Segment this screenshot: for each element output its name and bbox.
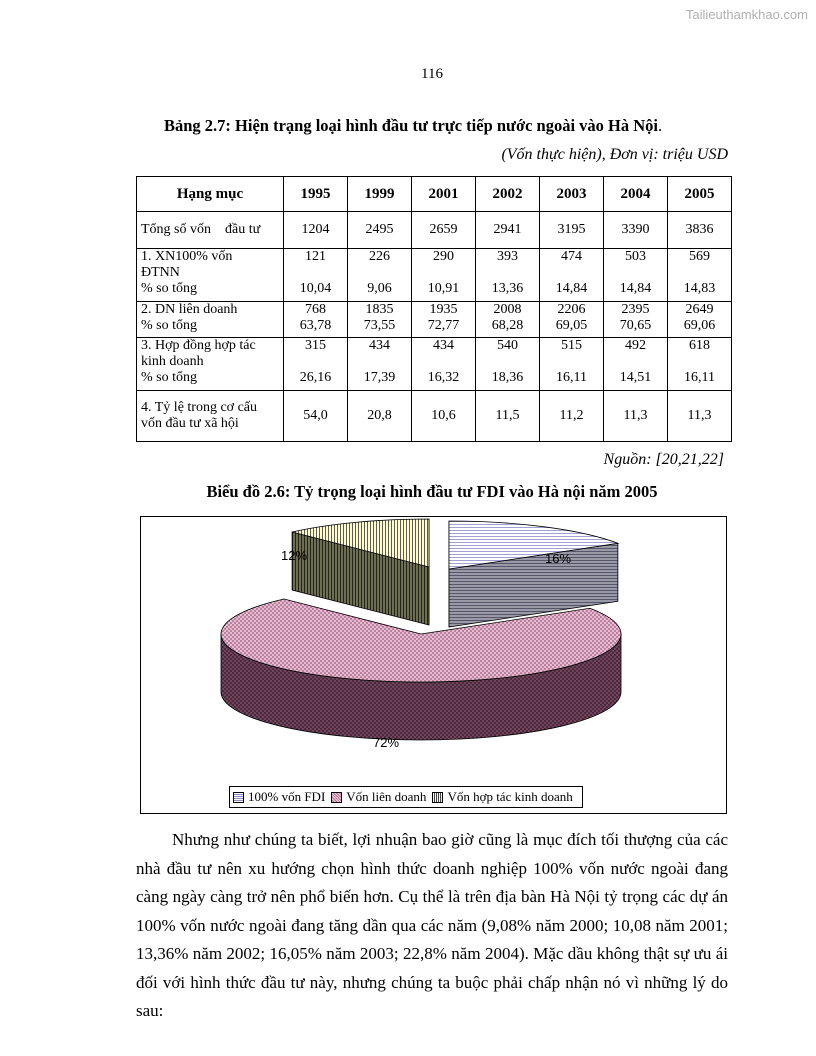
cell-value: 2649	[685, 302, 714, 317]
table-source: Nguồn: [20,21,22]	[603, 451, 724, 468]
cell-value: 2206	[557, 302, 586, 317]
cell: 11,3	[604, 391, 668, 442]
pie-chart	[141, 517, 726, 813]
header-cell: 2004	[604, 177, 668, 212]
cell	[348, 302, 412, 338]
cell-percent: 72,77	[427, 318, 460, 333]
table-subtitle: (Vốn thực hiện), Đơn vị: triệu USD	[501, 146, 728, 163]
cell	[604, 249, 668, 302]
cell	[348, 249, 412, 302]
pie-data-label: 16%	[545, 551, 572, 566]
cell-value: 434	[433, 338, 454, 353]
pie-chart-frame	[140, 516, 727, 814]
cell-value: 569	[689, 249, 710, 264]
cell-value: 2008	[493, 302, 522, 317]
row-label	[137, 302, 284, 338]
cell-percent: 16,11	[684, 370, 715, 385]
legend-swatch	[432, 792, 443, 803]
cell	[604, 302, 668, 338]
cell	[412, 249, 476, 302]
cell-value: 1935	[429, 302, 458, 317]
cell: 3836	[668, 212, 732, 249]
header-cell: 1995	[284, 177, 348, 212]
table-header-row	[137, 177, 732, 212]
legend-label: Vốn hợp tác kinh doanh	[447, 789, 573, 804]
cell-percent: 14,51	[619, 370, 652, 385]
row-label-line: % so tổng	[141, 281, 197, 296]
cell	[540, 302, 604, 338]
cell-value: 290	[433, 249, 454, 264]
header-cell: 2002	[476, 177, 540, 212]
page-number: 116	[421, 66, 443, 82]
watermark: Tailieuthamkhao.com	[685, 7, 808, 22]
cell-percent: 69,06	[683, 318, 716, 333]
cell	[476, 302, 540, 338]
cell	[668, 302, 732, 338]
cell-value: 515	[561, 338, 582, 353]
cell-percent: 70,65	[619, 318, 652, 333]
cell-percent: 63,78	[299, 318, 332, 333]
cell: 11,3	[668, 391, 732, 442]
pie-data-label: 12%	[281, 548, 308, 563]
cell-percent: 73,55	[363, 318, 396, 333]
cell-percent: 16,11	[556, 370, 587, 385]
row-label-line: 1. XN100% vốn	[141, 249, 233, 264]
cell-value: 503	[625, 249, 646, 264]
legend-swatch	[233, 792, 244, 803]
cell: 20,8	[348, 391, 412, 442]
legend-label: Vốn liên doanh	[346, 789, 427, 804]
cell: 1204	[284, 212, 348, 249]
cell-percent: 10,91	[427, 281, 460, 296]
header-cell: 2001	[412, 177, 476, 212]
cell-percent: 9,06	[367, 281, 392, 296]
chart-title: Biểu đồ 2.6: Tỷ trọng loại hình đầu tư FDI vào Hà nội năm 2005	[206, 482, 658, 501]
cell-percent: 16,32	[427, 370, 460, 385]
cell-value: 492	[625, 338, 646, 353]
chart-legend	[229, 786, 583, 808]
cell-value: 393	[497, 249, 518, 264]
body-paragraph: Nhưng như chúng ta biết, lợi nhuận bao giờ cũng là mục đích tối thượng của các nhà đầu tư nên xu hướng chọn hình thức doanh nghiệp 100% vốn nước ngoài đang càng ngày càng trở nên phổ biến hơn. Cụ thể là trên địa bàn Hà Nội tỷ trọng các dự án 100% vốn nước ngoài đang tăng dần qua các năm (9,08% năm 2000; 10,08 năm 2001; 13,36% năm 2002; 16,05% năm 2003; 22,8% năm 2004). Mặc dầu không thật sự ưu ái đối với hình thức đầu tư này, nhưng chúng ta buộc phải chấp nhận nó vì những lý do sau:	[136, 830, 728, 1020]
row-label	[137, 249, 284, 302]
legend-label: 100% vốn FDI	[248, 789, 326, 804]
table-title	[164, 116, 662, 136]
cell-value: 768	[305, 302, 326, 317]
cell-value: 618	[689, 338, 710, 353]
cell	[412, 302, 476, 338]
table-row	[137, 338, 732, 391]
cell-percent: 10,04	[299, 281, 332, 296]
legend-item	[233, 789, 325, 805]
cell-value: 121	[305, 249, 326, 264]
header-cell: Hạng mục	[137, 177, 284, 212]
cell: 11,5	[476, 391, 540, 442]
table-title-period: .	[658, 116, 663, 135]
cell: 3390	[604, 212, 668, 249]
row-label-line: vốn đầu tư xã hội	[141, 416, 239, 431]
cell	[668, 338, 732, 391]
table-row	[137, 212, 732, 249]
cell-percent: 14,83	[683, 281, 716, 296]
table-row	[137, 391, 732, 442]
cell: 11,2	[540, 391, 604, 442]
cell: 10,6	[412, 391, 476, 442]
cell: 2659	[412, 212, 476, 249]
cell	[284, 338, 348, 391]
cell	[348, 338, 412, 391]
cell-percent: 68,28	[491, 318, 524, 333]
row-label: Tổng số vốn đầu tư	[137, 212, 284, 249]
cell-value: 1835	[365, 302, 394, 317]
header-cell: 2003	[540, 177, 604, 212]
row-label-line: 3. Hợp đồng hợp tác	[141, 338, 256, 353]
row-label	[137, 338, 284, 391]
cell	[284, 302, 348, 338]
legend-item	[331, 789, 426, 805]
cell: 2941	[476, 212, 540, 249]
table-row	[137, 302, 732, 338]
table-row	[137, 249, 732, 302]
cell-percent: 14,84	[555, 281, 588, 296]
legend-item	[432, 789, 572, 805]
row-label	[137, 391, 284, 442]
cell	[412, 338, 476, 391]
cell-value: 540	[497, 338, 518, 353]
row-label-line: % so tổng	[141, 370, 197, 385]
cell-value: 315	[305, 338, 326, 353]
row-label-line: % so tổng	[141, 318, 197, 333]
legend-swatch	[331, 792, 342, 803]
cell: 3195	[540, 212, 604, 249]
cell: 54,0	[284, 391, 348, 442]
cell-value: 226	[369, 249, 390, 264]
cell: 2495	[348, 212, 412, 249]
row-label-line: 4. Tỷ lệ trong cơ cấu	[141, 400, 257, 415]
header-cell: 1999	[348, 177, 412, 212]
cell-value: 434	[369, 338, 390, 353]
cell-percent: 14,84	[619, 281, 652, 296]
cell-value: 2395	[621, 302, 650, 317]
cell-value: 474	[561, 249, 582, 264]
pie-data-label: 72%	[373, 735, 400, 750]
cell-percent: 69,05	[555, 318, 588, 333]
cell-percent: 26,16	[299, 370, 332, 385]
cell	[540, 249, 604, 302]
cell	[540, 338, 604, 391]
cell	[284, 249, 348, 302]
cell-percent: 13,36	[491, 281, 524, 296]
cell-percent: 17,39	[363, 370, 396, 385]
cell-percent: 18,36	[491, 370, 524, 385]
row-label-line: 2. DN liên doanh	[141, 302, 238, 317]
row-label-line: ĐTNN	[141, 265, 180, 280]
table-title-text: Bảng 2.7: Hiện trạng loại hình đầu tư trực tiếp nước ngoài vào Hà Nội	[164, 116, 659, 135]
fdi-table	[136, 176, 732, 442]
header-cell: 2005	[668, 177, 732, 212]
cell	[604, 338, 668, 391]
cell	[476, 249, 540, 302]
cell	[668, 249, 732, 302]
cell	[476, 338, 540, 391]
row-label-line: kinh doanh	[141, 354, 204, 369]
